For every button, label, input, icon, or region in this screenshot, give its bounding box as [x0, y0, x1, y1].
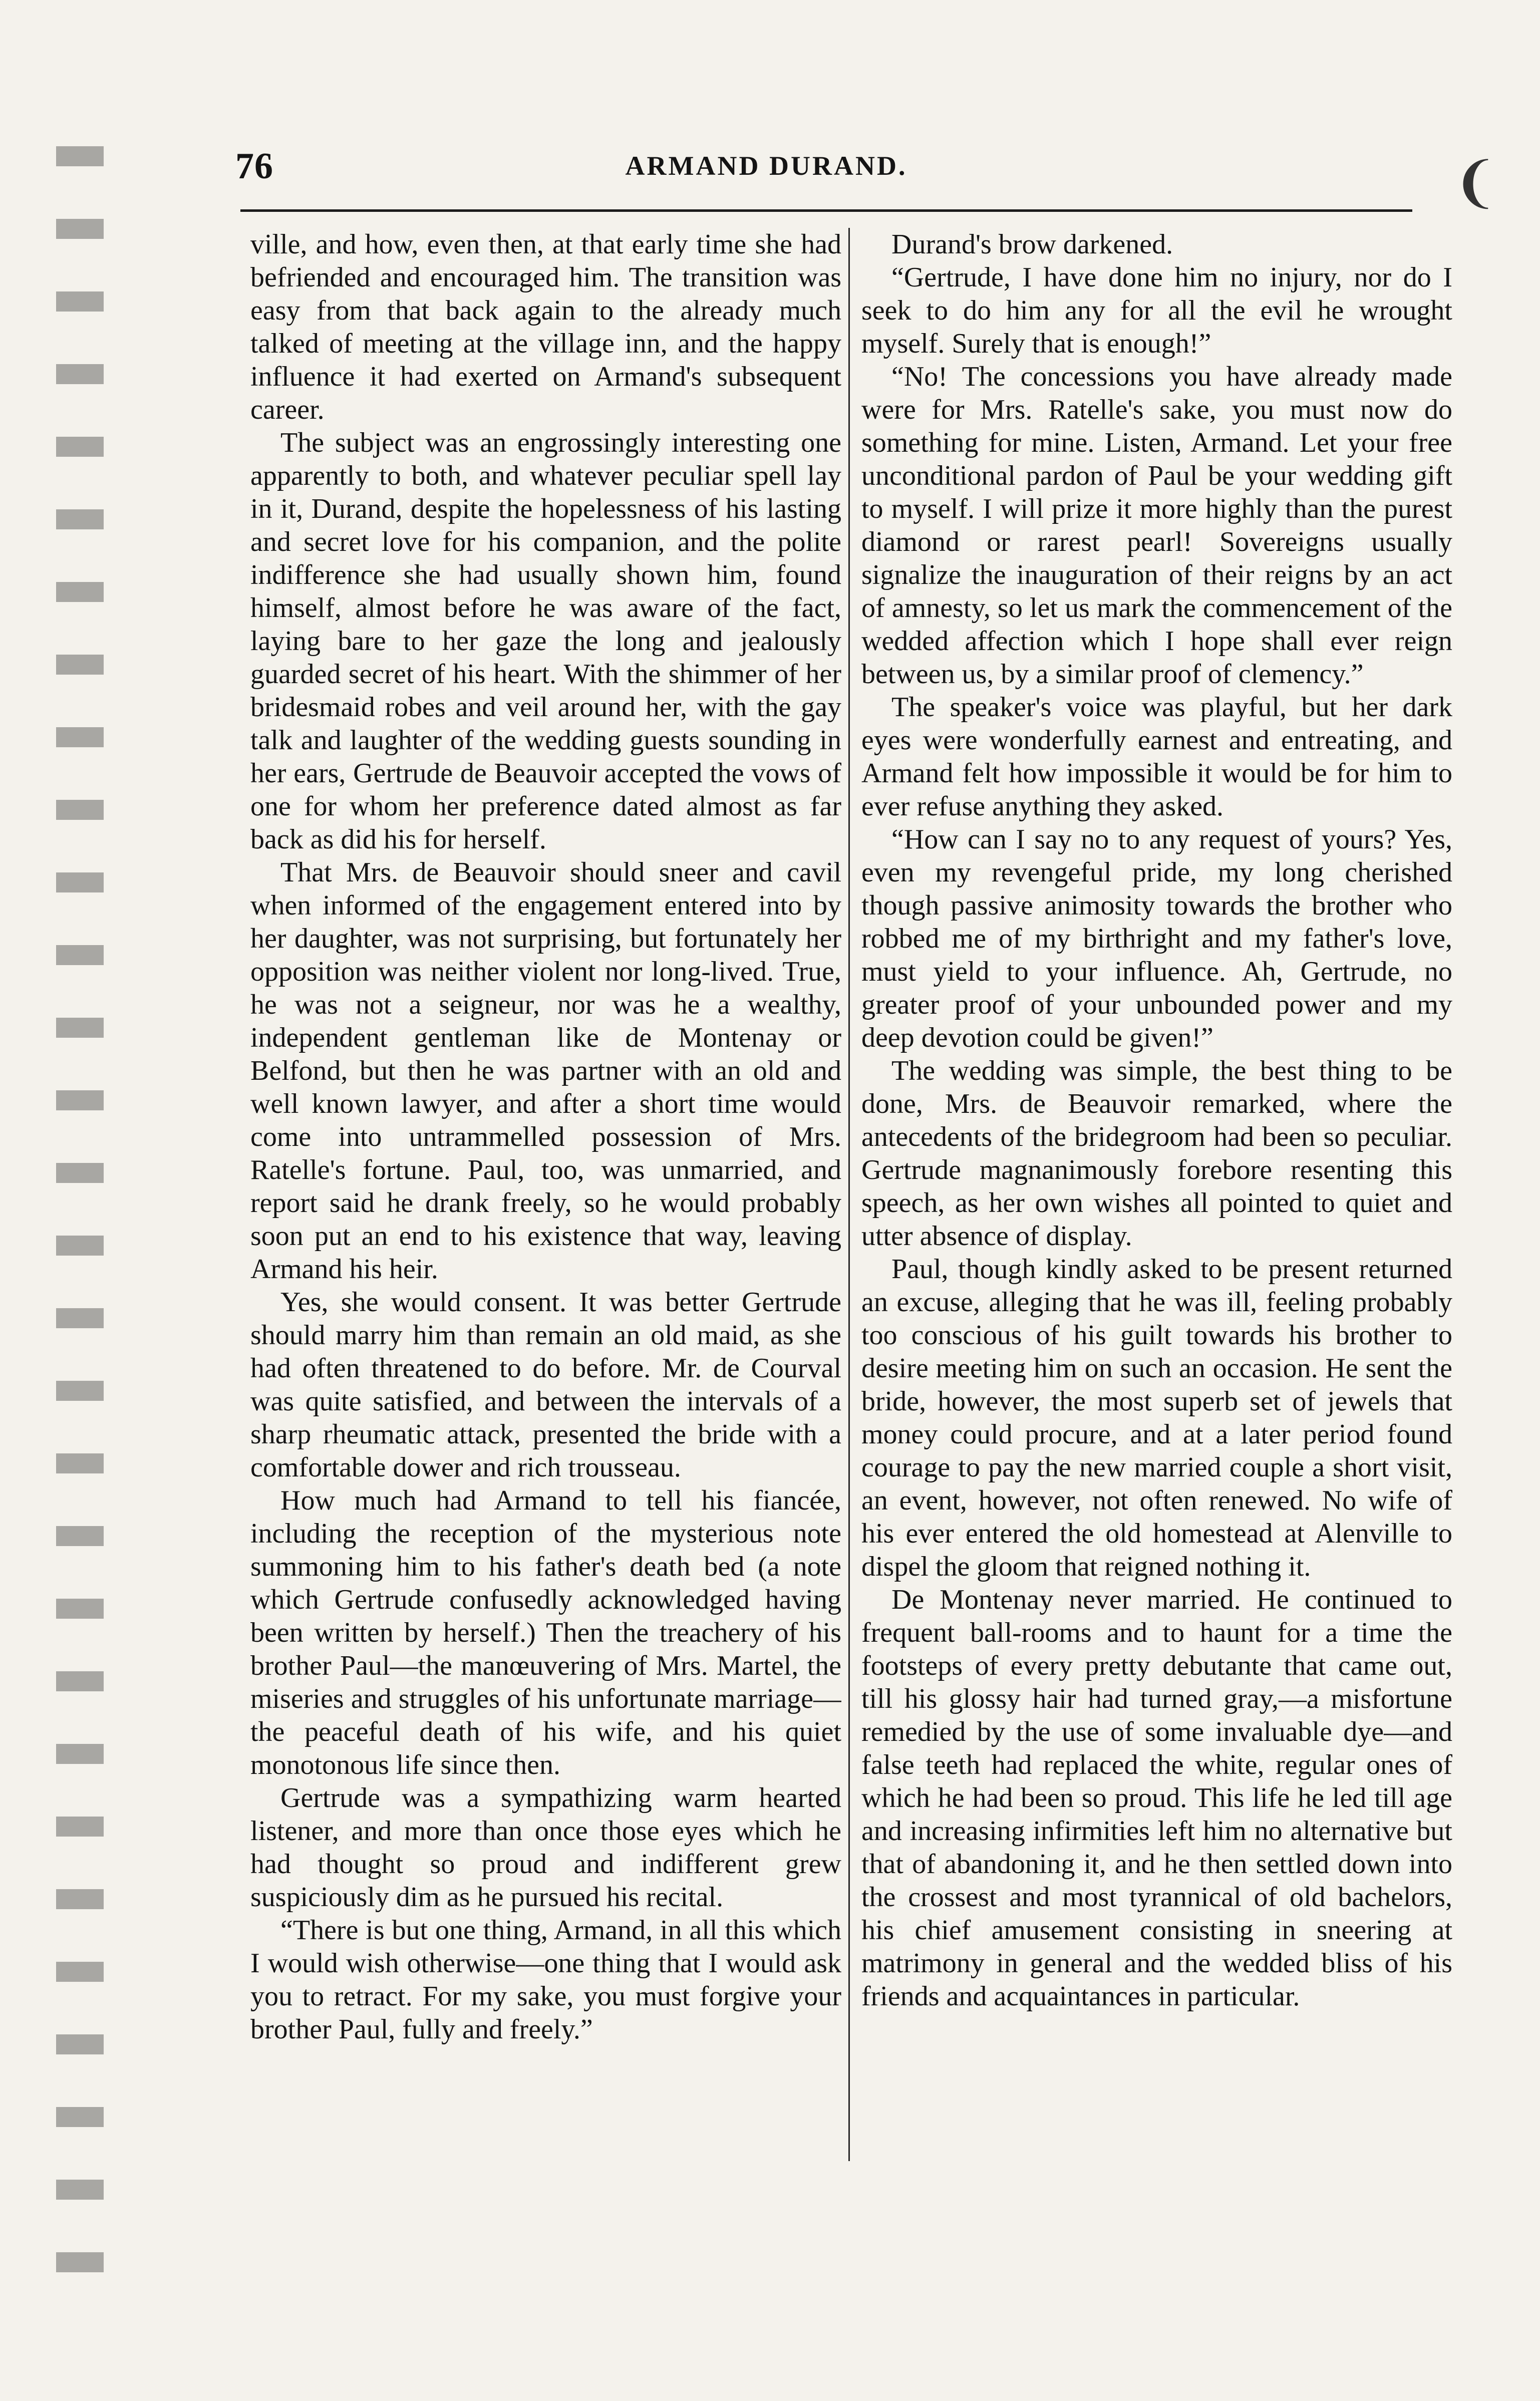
paragraph: How much had Armand to tell his fiancée, including the reception of the mysterious note summoning him to his father's death bed (a note which Gertrude confusedly acknowledged having been written by herself.) Then the treachery of his brother Paul—the manœuvering of Mrs. Martel, the miseries and struggles of his unfortunate marriage—the peaceful death of his wife, and his quiet monotonous life since then. [250, 1485, 841, 1780]
paragraph: De Montenay never married. He continued to frequent ball-rooms and to haunt for a time the footsteps of every pretty debutante that came out, till his glossy hair had turned gray,—a misfortune remedied by the use of some invaluable dye—and false teeth had replaced the white, regular ones of which he had been so proud. This life he led till age and increasing infirmities left him no alternative but that of abandoning it, and he then settled down into the crossest and most tyrannical of old bachelors, his chief amusement consisting in sneering at matrimony in general and the wedded bliss of his friends and acquaintances in particular. [861, 1584, 1452, 2012]
paragraph: Paul, though kindly asked to be present returned an excuse, alleging that he was ill, feeling probably too conscious of his guilt towards his brother to desire meeting him on such an occasion. He sent the bride, however, the most superb set of jewels that money could procure, and at a later period found courage to pay the new married couple a short visit, an event, however, not often renewed. No wife of his ever entered the old homestead at Alenville to dispel the gloom that reigned nothing it. [861, 1254, 1452, 1582]
paragraph: The subject was an engrossingly interesting one apparently to both, and whatever peculiar spell lay in it, Durand, despite the hopelessness of his lasting and secret love for his companion, and the polite indifference she had usually shown him, found himself, almost before he was aware of the fact, laying bare to her gaze the long and jealously guarded secret of his heart. With the shimmer of her bridesmaid robes and veil around her, with the gay talk and laughter of the wedding guests sounding in her ears, Gertrude de Beauvoir accepted the vows of one for whom her preference dated almost as far back as did his for herself. [250, 427, 841, 855]
paragraph: ville, and how, even then, at that early time she had befriended and encouraged him. The transition was easy from that back again to the already much talked of meeting at the village inn, and the happy influence it had exerted on Armand's subsequent career. [250, 229, 841, 425]
paragraph: Durand's brow darkened. [891, 229, 1173, 260]
paragraph: The wedding was simple, the best thing to be done, Mrs. de Beauvoir remarked, where the antecedents of the bridegroom had been so peculiar. Gertrude magnanimously forebore resenting this speech, as her own wishes all pointed to quiet and utter absence of display. [861, 1055, 1452, 1252]
paragraph: That Mrs. de Beauvoir should sneer and cavil when informed of the engagement entered into by her daughter, was not surprising, but fortunately her opposition was neither violent nor long-lived. True, he was not a seigneur, nor was he a wealthy, independent gentleman like de Montenay or Belfond, but then he was partner with an old and well known lawyer, and after a short time would come into untrammelled possession of Mrs. Ratelle's fortune. Paul, too, was unmarried, and report said he drank freely, so he would probably soon put an end to his existence that way, leaving Armand his heir. [250, 857, 841, 1285]
paragraph: The speaker's voice was playful, but her dark eyes were wonderfully earnest and entreating, and Armand felt how impossible it would be for him to ever refuse anything they asked. [861, 692, 1452, 822]
header-rule [240, 209, 1412, 212]
paragraph: “Gertrude, I have done him no injury, nor do I seek to do him any for all the evil he wrought myself. Surely that is enough!” [861, 262, 1452, 359]
left-column [250, 228, 841, 2181]
paragraph: Yes, she would consent. It was better Gertrude should marry him than remain an old maid, as she had often threatened to do before. Mr. de Courval was quite satisfied, and between the intervals of a sharp rheumatic attack, presented the bride with a comfortable dower and rich trousseau. [250, 1287, 841, 1483]
page-number: 76 [235, 146, 273, 187]
right-column [861, 228, 1452, 2181]
column-divider [848, 228, 850, 2161]
paragraph: “No! The concessions you have already made were for Mrs. Ratelle's sake, you must now do something for mine. Listen, Armand. Let your free unconditional pardon of Paul be your wedding gift to myself. I will prize it more highly than the purest diamond or rarest pearl! Sovereigns usually signalize the inauguration of their reigns by an act of amnesty, so let us mark the commencement of the wedded affection which I hope shall ever reign between us, by a similar proof of clemency.” [861, 361, 1452, 690]
scan-edge-marks [56, 120, 104, 2274]
running-title: ARMAND DURAND. [625, 151, 907, 181]
margin-mark: ❨ [1452, 152, 1499, 213]
paragraph: “How can I say no to any request of yours? Yes, even my revengeful pride, my long cherished though passive animosity towards the brother who robbed me of my birthright and my father's love, must yield to your influence. Ah, Gertrude, no greater proof of your unbounded power and my deep devotion could be given!” [861, 824, 1452, 1053]
paragraph: Gertrude was a sympathizing warm hearted listener, and more than once those eyes which he had thought so proud and indifferent grew suspiciously dim as he pursued his recital. [250, 1782, 841, 1913]
paragraph: “There is but one thing, Armand, in all this which I would wish otherwise—one thing that I would ask you to retract. For my sake, you must forgive your brother Paul, fully and freely.” [250, 1915, 841, 2045]
